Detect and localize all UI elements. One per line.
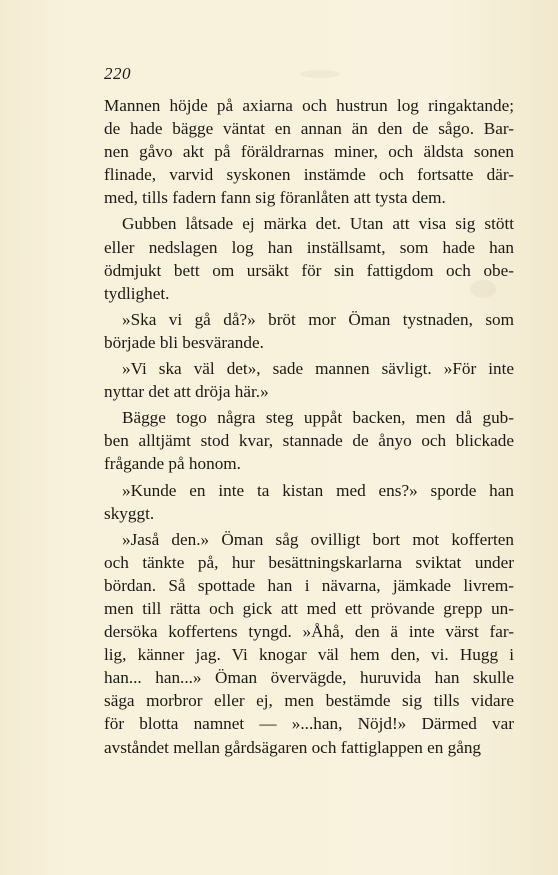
body-text (104, 94, 514, 759)
text-line: dersöka koffertens tyngd. »Åhå, den ä inte värst far- (104, 622, 514, 642)
paragraph (104, 308, 514, 354)
text-line: eller nedslagen log han inställsamt, som hade han (104, 237, 514, 257)
paragraph (104, 528, 514, 759)
text-line: »Kunde en inte ta kistan med ens?» sporde han (122, 480, 514, 500)
text-line: ödmjukt bett om ursäkt för sin fattigdom och obe- (104, 260, 514, 280)
text-line: men till rätta och gick att med ett prövande grepp un- (104, 598, 514, 618)
text-line: med, tills fadern fann sig föranlåten att tysta dem. (104, 188, 446, 208)
paragraph (104, 357, 514, 403)
text-line: bördan. Så spottade han i nävarna, jämkade livrem- (104, 575, 514, 595)
text-line: ben alltjämt stod kvar, stannade de ånyo och blickade (104, 431, 514, 451)
text-line: han... han...» Öman övervägde, huruvida han skulle (104, 668, 514, 688)
text-line: började bli besvärande. (104, 332, 264, 352)
text-line: för blotta namnet — »...han, Nöjd!» Därmed var (104, 714, 514, 734)
page-number: 220 (104, 64, 131, 83)
paragraph (104, 479, 514, 525)
text-line: »Ska vi gå då?» bröt mor Öman tystnaden, som (122, 309, 514, 329)
text-line: och tänkte på, hur besättningskarlarna sviktat under (104, 552, 514, 572)
text-line: flinade, varvid syskonen instämde och fortsatte där- (104, 165, 514, 185)
text-line: Bägge togo några steg uppåt backen, men då gub- (122, 408, 514, 428)
text-line: säga morbror eller ej, men bestämde sig tills vidare (104, 691, 514, 711)
text-line: lig, känner jag. Vi knogar väl hem den, vi. Hugg i (104, 645, 514, 665)
text-line: tydlighet. (104, 283, 170, 303)
text-line: nen gåvo akt på föräldrarnas miner, och äldsta sonen (104, 142, 514, 162)
text-line: frågande på honom. (104, 454, 241, 474)
paragraph (104, 94, 514, 209)
text-line: nyttar det att dröja här.» (104, 382, 269, 402)
text-line: »Vi ska väl det», sade mannen sävligt. »För inte (122, 359, 514, 379)
text-line: skyggt. (104, 503, 155, 523)
text-line: avståndet mellan gårdsägaren och fattiglappen en gång (104, 737, 482, 757)
text-line: Mannen höjde på axiarna och hustrun log ringaktande; (104, 96, 514, 115)
paragraph (104, 406, 514, 475)
text-line: »Jaså den.» Öman såg ovilligt bort mot kofferten (122, 529, 514, 549)
page-smudge (300, 70, 340, 78)
text-line: Gubben låtsade ej märka det. Utan att visa sig stött (122, 214, 514, 234)
text-line: de hade bägge väntat en annan än den de sågo. Bar- (104, 119, 514, 139)
paragraph (104, 212, 514, 304)
